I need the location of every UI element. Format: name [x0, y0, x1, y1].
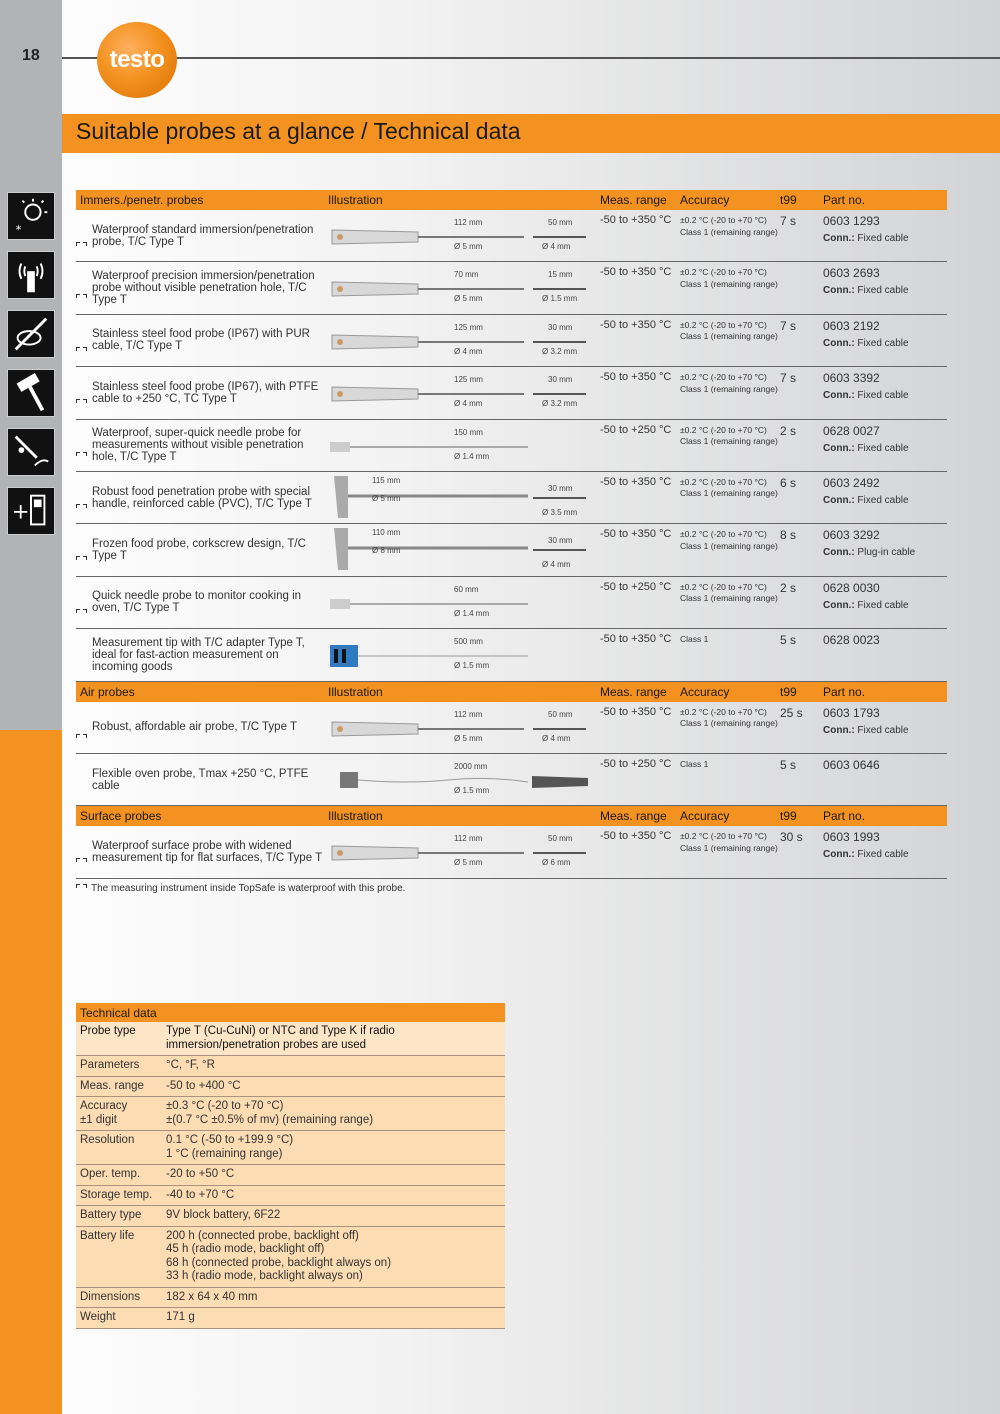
probe-description: Frozen food probe, corkscrew design, T/C Type T — [92, 538, 306, 563]
table-row — [76, 315, 947, 367]
table-row — [76, 754, 947, 806]
connection — [823, 547, 915, 558]
probe-description: Waterproof standard immersion/penetration probe, T/C Type T — [92, 223, 314, 248]
dimension-diameter: Ø 1.5 mm — [454, 661, 490, 671]
part-number: 0603 2192 — [823, 318, 880, 333]
meas-range: -50 to +350 °C — [600, 214, 672, 226]
section-header — [76, 190, 947, 210]
table-row — [76, 826, 947, 878]
table-row — [76, 702, 947, 754]
tech-value: 9V block battery, 6F22 — [166, 1209, 281, 1221]
page-number: 18 — [22, 47, 40, 64]
page-title: Suitable probes at a glance / Technical data — [76, 118, 521, 144]
tech-row — [76, 1308, 505, 1329]
t99-value: 8 s — [780, 528, 797, 543]
dimension-tip-length: 30 mm — [548, 536, 573, 546]
connection-label: Conn.: — [823, 442, 855, 454]
dimension-tip-diameter: Ø 3.2 mm — [542, 399, 578, 409]
part-number: 0603 1793 — [823, 705, 880, 720]
meas-range: -50 to +350 °C — [600, 633, 672, 646]
waterproof-icon — [76, 884, 87, 892]
connection-label: Conn.: — [823, 390, 855, 402]
meas-range: -50 to +350 °C — [600, 475, 672, 488]
dimension-diameter: Ø 1.4 mm — [454, 608, 490, 618]
meas-range: -50 to +350 °C — [600, 266, 672, 279]
column-part: Part no. — [823, 684, 866, 699]
dimension-tip-length: 50 mm — [548, 218, 573, 227]
illustration-cell — [328, 210, 596, 261]
footnote-text: The measuring instrument inside TopSafe is waterproof with this probe. — [91, 883, 406, 894]
dimension-diameter: Ø 5 mm — [454, 858, 483, 868]
tech-row — [76, 1206, 505, 1227]
dimension-length: 125 mm — [454, 322, 483, 332]
meas-range: -50 to +250 °C — [600, 580, 672, 593]
sun-snow-icon — [7, 192, 55, 240]
part-number: 0603 3392 — [823, 371, 880, 386]
table-row — [76, 210, 947, 262]
illustration-cell — [328, 472, 596, 523]
t99-value: 30 s — [780, 830, 803, 845]
tech-value: 0.1 °C (-50 to +199.9 °C) 1 °C (remaining range) — [166, 1134, 294, 1160]
dimension-length: 112 mm — [454, 834, 483, 844]
footnote — [76, 883, 405, 894]
meas-range: -50 to +350 °C — [600, 705, 672, 718]
section-name: Surface probes — [80, 809, 162, 824]
tech-row — [76, 1131, 505, 1165]
tech-value: 171 g — [166, 1311, 195, 1323]
column-illustration: Illustration — [328, 684, 383, 699]
waterproof-icon — [76, 556, 87, 564]
header-rule — [62, 57, 1000, 59]
dimension-tip-diameter: Ø 6 mm — [542, 858, 571, 868]
part-number: 0603 0646 — [823, 757, 880, 772]
connection-value: Fixed cable — [854, 233, 909, 244]
waterproof-icon — [76, 294, 87, 302]
accuracy: ±0.2 °C (-20 to +70 °C) Class 1 (remaining range) — [680, 706, 778, 729]
t99-value: 5 s — [780, 633, 797, 648]
illustration-cell — [328, 826, 596, 877]
dimension-diameter: Ø 1.5 mm — [454, 785, 490, 795]
column-part: Part no. — [823, 193, 866, 207]
connection-label: Conn.: — [823, 547, 855, 559]
tech-value: ±0.3 °C (-20 to +70 °C) ±(0.7 °C ±0.5% of mv) (remaining range) — [166, 1100, 374, 1126]
dimension-diameter: Ø 4 mm — [454, 399, 483, 409]
illustration-cell — [328, 315, 596, 366]
table-row — [76, 367, 947, 419]
dimension-tip-length: 30 mm — [548, 322, 573, 332]
section-name: Air probes — [80, 684, 135, 699]
tech-row — [76, 1056, 505, 1077]
connection-value: Fixed cable — [854, 285, 909, 297]
tech-row — [76, 1097, 505, 1131]
technical-data-title: Technical data — [76, 1003, 505, 1022]
part-number: 0603 2693 — [823, 266, 880, 281]
accuracy: ±0.2 °C (-20 to +70 °C) Class 1 (remaining range) — [680, 529, 778, 551]
probe-description: Stainless steel food probe (IP67) with PUR cable, T/C Type T — [92, 328, 310, 353]
connection — [823, 495, 909, 506]
connection — [823, 338, 909, 349]
column-range: Meas. range — [600, 809, 667, 824]
dimension-tip-length: 30 mm — [548, 375, 573, 385]
column-accuracy: Accuracy — [680, 684, 730, 699]
tech-value: -20 to +50 °C — [166, 1168, 235, 1180]
hammer-icon — [7, 369, 55, 417]
food-probe-icon — [7, 310, 55, 358]
tech-key: Accuracy ±1 digit — [80, 1100, 128, 1126]
tech-key: Oper. temp. — [80, 1168, 141, 1180]
connection — [823, 600, 909, 611]
dimension-tip-diameter: Ø 4 mm — [542, 733, 571, 743]
connection-value: Fixed cable — [854, 337, 909, 349]
brand-logo — [97, 22, 177, 98]
connection-label: Conn.: — [823, 337, 855, 349]
connection-value: Fixed cable — [854, 724, 909, 736]
dimension-length: 150 mm — [454, 427, 483, 437]
needle-icon — [7, 428, 55, 476]
t99-value: 7 s — [780, 371, 797, 386]
radio-probe-icon — [7, 251, 55, 299]
dimension-tip-diameter: Ø 3.2 mm — [542, 346, 578, 356]
part-number: 0603 1993 — [823, 830, 880, 845]
plus-device-icon — [7, 487, 55, 535]
meas-range: -50 to +350 °C — [600, 830, 672, 843]
dimension-tip-diameter: Ø 3.5 mm — [542, 507, 578, 517]
brand-name: testo — [109, 46, 165, 73]
meas-range: -50 to +350 °C — [600, 528, 672, 541]
connection — [823, 285, 909, 296]
connection-value: Fixed cable — [854, 442, 909, 454]
probe-description: Robust, affordable air probe, T/C Type T — [92, 721, 297, 734]
connection-value: Fixed cable — [854, 494, 909, 506]
connection — [823, 390, 909, 401]
dimension-diameter: Ø 5 mm — [454, 294, 483, 304]
column-illustration: Illustration — [328, 193, 383, 207]
tech-row — [76, 1077, 505, 1098]
tech-value: °C, °F, °R — [166, 1059, 215, 1071]
table-row — [76, 262, 947, 314]
tech-key: Weight — [80, 1311, 116, 1323]
column-range: Meas. range — [600, 684, 667, 699]
tech-key: Battery life — [80, 1229, 135, 1242]
illustration-cell — [328, 420, 596, 471]
tech-value: 200 h (connected probe, backlight off) 45 h (radio mode, backlight off) 68 h (connected probe, backlight always on) 33 h (radio mode, backlight always on) — [166, 1229, 392, 1282]
column-accuracy: Accuracy — [680, 193, 730, 207]
waterproof-icon — [76, 399, 87, 407]
dimension-tip-diameter: Ø 1.5 mm — [542, 294, 578, 304]
tech-key: Dimensions — [80, 1290, 141, 1303]
section-header — [76, 682, 947, 702]
dimension-length: 60 mm — [454, 584, 479, 594]
illustration-cell — [328, 754, 596, 805]
dimension-diameter: Ø 5 mm — [454, 242, 483, 251]
illustration-cell — [328, 629, 596, 680]
accuracy: ±0.2 °C (-20 to +70 °C) Class 1 (remaining range) — [680, 319, 778, 342]
connection-label: Conn.: — [823, 285, 855, 297]
tech-key: Resolution — [80, 1134, 135, 1146]
accuracy: ±0.2 °C (-20 to +70 °C) Class 1 (remaining range) — [680, 581, 778, 604]
illustration-cell — [328, 702, 596, 753]
waterproof-icon — [76, 242, 87, 250]
section-header — [76, 806, 947, 826]
dimension-diameter: Ø 4 mm — [454, 346, 483, 356]
tech-key: Probe type — [80, 1025, 136, 1037]
meas-range: -50 to +350 °C — [600, 318, 672, 331]
connection — [823, 233, 909, 244]
connection — [823, 849, 909, 860]
connection-value: Plug-in cable — [854, 547, 916, 559]
t99-value: 2 s — [780, 423, 797, 438]
probe-description: Stainless steel food probe (IP67), with PTFE cable to +250 °C, TC Type T — [92, 380, 319, 405]
tech-value: 182 x 64 x 40 mm — [166, 1290, 258, 1303]
dimension-tip-diameter: Ø 4 mm — [542, 560, 571, 570]
dimension-length: 110 mm — [372, 528, 401, 538]
dimension-length: 112 mm — [454, 218, 483, 227]
waterproof-icon — [76, 347, 87, 355]
meas-range: -50 to +250 °C — [600, 423, 672, 436]
part-number: 0628 0030 — [823, 580, 880, 595]
t99-value: 7 s — [780, 318, 797, 333]
probe-description: Waterproof, super-quick needle probe for measurements without visible penetration hole, T/C Type T — [92, 427, 304, 464]
connection-label: Conn.: — [823, 724, 855, 736]
tech-key: Storage temp. — [80, 1188, 153, 1201]
column-range: Meas. range — [600, 193, 667, 207]
dimension-length: 112 mm — [454, 709, 483, 719]
meas-range: -50 to +250 °C — [600, 757, 672, 770]
column-part: Part no. — [823, 809, 866, 824]
connection-label: Conn.: — [823, 849, 855, 861]
accuracy: ±0.2 °C (-20 to +70 °C) Class 1 (remaining range) — [680, 424, 778, 447]
column-t99: t99 — [780, 684, 797, 699]
dimension-length: 2000 mm — [454, 761, 488, 771]
tech-row — [76, 1186, 505, 1207]
meas-range: -50 to +350 °C — [600, 371, 672, 384]
table-row — [76, 629, 947, 681]
tech-key: Meas. range — [80, 1079, 144, 1092]
column-accuracy: Accuracy — [680, 809, 730, 824]
tech-value: -40 to +70 °C — [166, 1188, 235, 1201]
accuracy: ±0.2 °C (-20 to +70 °C) Class 1 (remaining range) — [680, 476, 778, 499]
dimension-length: 70 mm — [454, 270, 479, 280]
connection — [823, 443, 909, 454]
svg-text:*: * — [15, 222, 22, 237]
tech-value: -50 to +400 °C — [166, 1079, 241, 1092]
column-t99: t99 — [780, 809, 797, 824]
title-band — [62, 114, 1000, 153]
accuracy: ±0.2 °C (-20 to +70 °C) Class 1 (remaining range) — [680, 215, 778, 237]
tech-key: Parameters — [80, 1059, 140, 1071]
t99-value: 6 s — [780, 475, 797, 490]
table-row — [76, 420, 947, 472]
illustration-cell — [328, 524, 596, 575]
probe-description: Flexible oven probe, Tmax +250 °C, PTFE cable — [92, 767, 309, 792]
dimension-tip-length: 50 mm — [548, 709, 573, 719]
waterproof-icon — [76, 504, 87, 512]
t99-value: 2 s — [780, 580, 797, 595]
t99-value: 7 s — [780, 214, 797, 228]
dimension-length: 115 mm — [372, 475, 401, 485]
illustration-cell — [328, 262, 596, 313]
probe-description: Robust food penetration probe with special handle, reinforced cable (PVC), T/C Type T — [92, 485, 312, 510]
dimension-diameter: Ø 5 mm — [372, 493, 401, 503]
waterproof-icon — [76, 858, 87, 866]
tech-value: Type T (Cu-CuNi) or NTC and Type K if radio immersion/penetration probes are used — [166, 1025, 395, 1051]
technical-data-table — [76, 1003, 505, 1329]
connection-label: Conn.: — [823, 233, 855, 244]
probe-description: Waterproof surface probe with widened measurement tip for flat surfaces, T/C Type T — [92, 839, 323, 864]
table-row — [76, 472, 947, 524]
dimension-tip-length: 15 mm — [548, 270, 573, 280]
accuracy: Class 1 — [680, 758, 709, 769]
accuracy: Class 1 — [680, 634, 709, 645]
connection-label: Conn.: — [823, 494, 855, 506]
connection — [823, 725, 909, 736]
probe-description: Waterproof precision immersion/penetration probe without visible penetration hole, T/C Type T — [92, 270, 315, 307]
probe-description: Measurement tip with T/C adapter Type T, ideal for fast-action measurement on incoming goods — [92, 636, 305, 673]
part-number: 0603 1293 — [823, 214, 880, 228]
waterproof-icon — [76, 734, 87, 742]
column-t99: t99 — [780, 193, 797, 207]
svg-text:+: + — [11, 498, 30, 524]
illustration-cell — [328, 577, 596, 628]
waterproof-icon — [76, 609, 87, 617]
waterproof-icon — [76, 452, 87, 460]
column-illustration: Illustration — [328, 809, 383, 824]
part-number: 0628 0023 — [823, 633, 880, 648]
dimension-tip-diameter: Ø 4 mm — [542, 242, 571, 251]
left-strip-orange — [0, 730, 62, 1414]
tech-row — [76, 1227, 505, 1288]
tech-row — [76, 1022, 505, 1056]
tech-row — [76, 1165, 505, 1186]
dimension-length: 125 mm — [454, 375, 483, 385]
illustration-cell — [328, 367, 596, 418]
tech-key: Battery type — [80, 1209, 142, 1221]
accuracy: ±0.2 °C (-20 to +70 °C) Class 1 (remaining range) — [680, 267, 778, 289]
dimension-tip-length: 30 mm — [548, 483, 573, 493]
dimension-tip-length: 50 mm — [548, 834, 573, 844]
dimension-diameter: Ø 1.4 mm — [454, 451, 490, 461]
dimension-diameter: Ø 8 mm — [372, 546, 401, 556]
part-number: 0603 2492 — [823, 475, 880, 490]
t99-value: 25 s — [780, 705, 803, 720]
probe-table — [76, 190, 947, 879]
dimension-length: 500 mm — [454, 637, 483, 647]
dimension-diameter: Ø 5 mm — [454, 733, 483, 743]
table-row — [76, 524, 947, 576]
table-row — [76, 577, 947, 629]
accuracy: ±0.2 °C (-20 to +70 °C) Class 1 (remaining range) — [680, 831, 778, 853]
part-number: 0628 0027 — [823, 423, 880, 438]
accuracy: ±0.2 °C (-20 to +70 °C) Class 1 (remaining range) — [680, 372, 778, 394]
connection-value: Fixed cable — [854, 849, 909, 861]
part-number: 0603 3292 — [823, 528, 880, 543]
connection-value: Fixed cable — [854, 390, 909, 402]
t99-value: 5 s — [780, 757, 797, 772]
connection-value: Fixed cable — [854, 599, 909, 611]
tech-row — [76, 1288, 505, 1309]
connection-label: Conn.: — [823, 599, 855, 611]
probe-description: Quick needle probe to monitor cooking in oven, T/C Type T — [92, 590, 302, 615]
section-name: Immers./penetr. probes — [80, 193, 204, 207]
